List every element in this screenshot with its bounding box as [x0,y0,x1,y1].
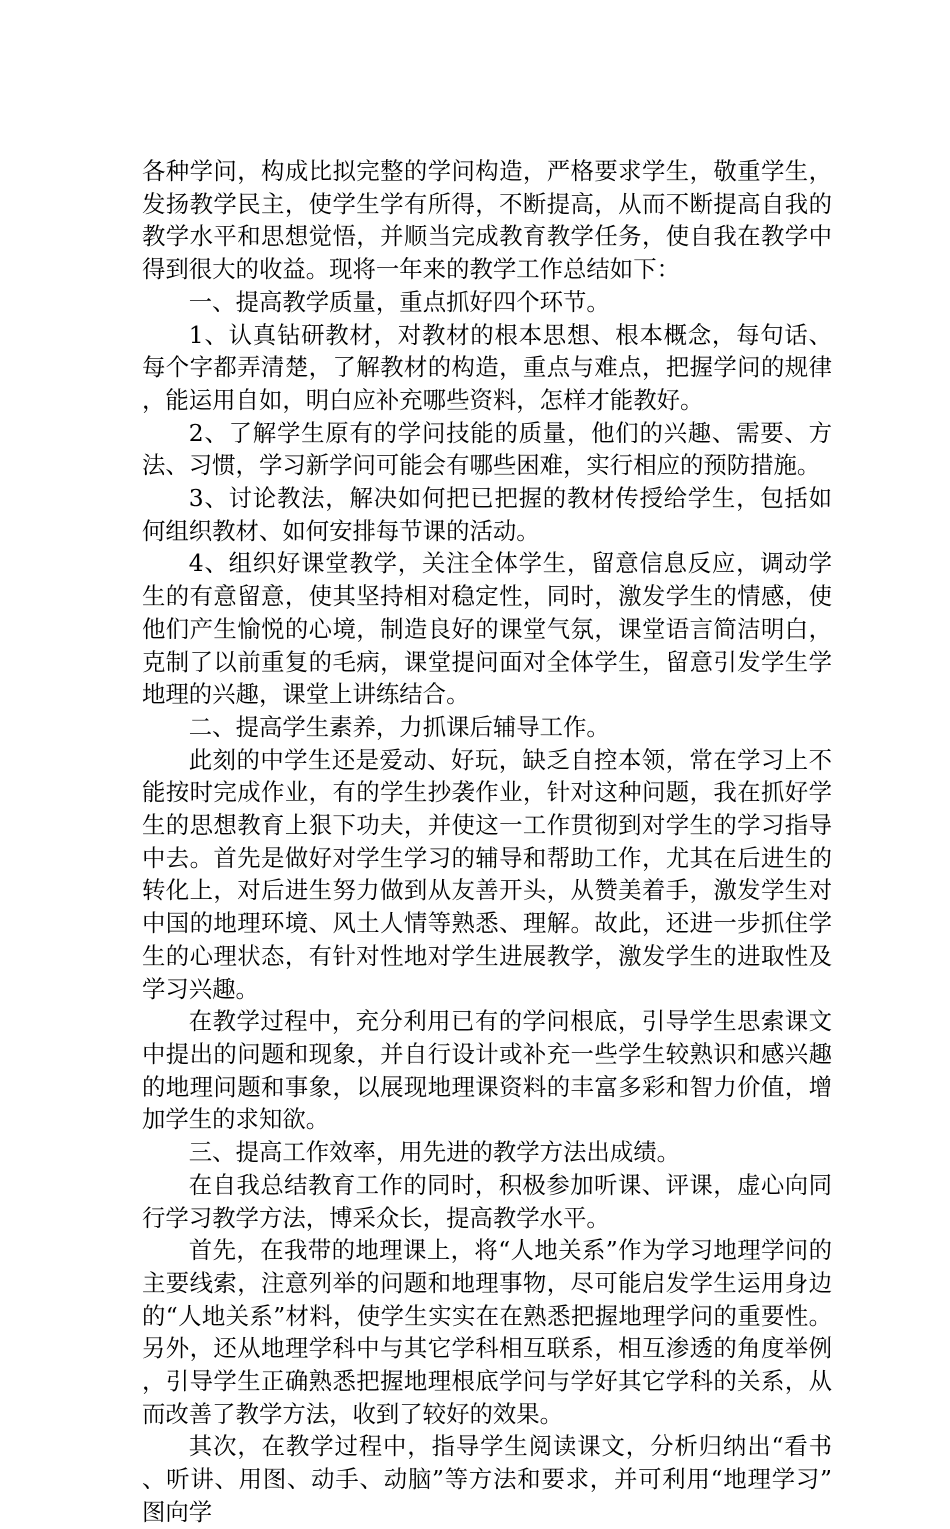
paragraph-self-summary: 在自我总结教育工作的同时，积极参加听课、评课，虚心向同行学习教学方法，博采众长，提高教学水平。 [142,1170,832,1232]
paragraph-item-2: 2、了解学生原有的学问技能的质量，他们的兴趣、需要、方法、习惯，学习新学问可能会有哪些困难，实行相应的预防措施。 [142,418,832,480]
section-heading-3: 三、提高工作效率，用先进的教学方法出成绩。 [188,1138,680,1167]
document-body [142,155,832,1529]
paragraph-item-1: 1、认真钻研教材，对教材的根本思想、根本概念，每句话、每个字都弄清楚，了解教材的构造，重点与难点，把握学问的规律，能运用自如，明白应补充哪些资料，怎样才能教好。 [142,320,832,414]
paragraph-teaching-process: 在教学过程中，充分利用已有的学问根底，引导学生思索课文中提出的问题和现象，并自行设计或补充一些学生较熟识和感兴趣的地理问题和事象，以展现地理课资料的丰富多彩和智力价值，增加学生的求知欲。 [142,1007,832,1134]
section-heading-1: 一、提高教学质量，重点抓好四个环节。 [188,287,610,316]
paragraph-first: 首先，在我带的地理课上，将“人地关系”作为学习地理学问的主要线索，注意列举的问题和地理事物，尽可能启发学生运用身边的“人地关系”材料，使学生实实在在熟悉把握地理学问的重要性。另外，还从地理学科中与其它学科相互联系，相互渗透的角度举例，引导学生正确熟悉把握地理根底学问与学好其它学科的关系，从而改善了教学方法，收到了较好的效果。 [142,1236,832,1428]
paragraph-item-3: 3、讨论教法，解决如何把已把握的教材传授给学生，包括如何组织教材、如何安排每节课的活动。 [142,484,832,545]
paragraph-item-4: 4、组织好课堂教学，关注全体学生，留意信息反应，调动学生的有意留意，使其坚持相对稳定性，同时，激发学生的情感，使他们产生愉悦的心境，制造良好的课堂气氛，课堂语言简洁明白，克制了以前重复的毛病，课堂提问面对全体学生，留意引发学生学地理的兴趣，课堂上讲练结合。 [142,549,832,709]
paragraph-tutoring: 此刻的中学生还是爱动、好玩，缺乏自控本领，常在学习上不能按时完成作业，有的学生抄袭作业，针对这种问题，我在抓好学生的思想教育上狠下功夫，并使这一工作贯彻到对学生的学习指导中去。首先是做好对学生学习的辅导和帮助工作，尤其在后进生的转化上，对后进生努力做到从友善开头，从赞美着手，激发学生对中国的地理环境、风土人情等熟悉、理解。故此，还进一步抓住学生的心理状态，有针对性地对学生进展教学，激发学生的进取性及学习兴趣。 [142,745,832,1003]
paragraph-continued-intro: 各种学问，构成比拟完整的学问构造，严格要求学生，敬重学生，发扬教学民主，使学生学有所得，不断提高，从而不断提高自我的教学水平和思想觉悟，并顺当完成教育教学任务，使自我在教学中得到很大的收益。现将一年来的教学工作总结如下： [142,157,832,284]
paragraph-second: 其次，在教学过程中，指导学生阅读课文，分析归纳出“看书、听讲、用图、动手、动脑”等方法和要求，并可利用“地理学习”图向学 [142,1432,832,1526]
section-heading-2: 二、提高学生素养，力抓课后辅导工作。 [188,712,610,741]
